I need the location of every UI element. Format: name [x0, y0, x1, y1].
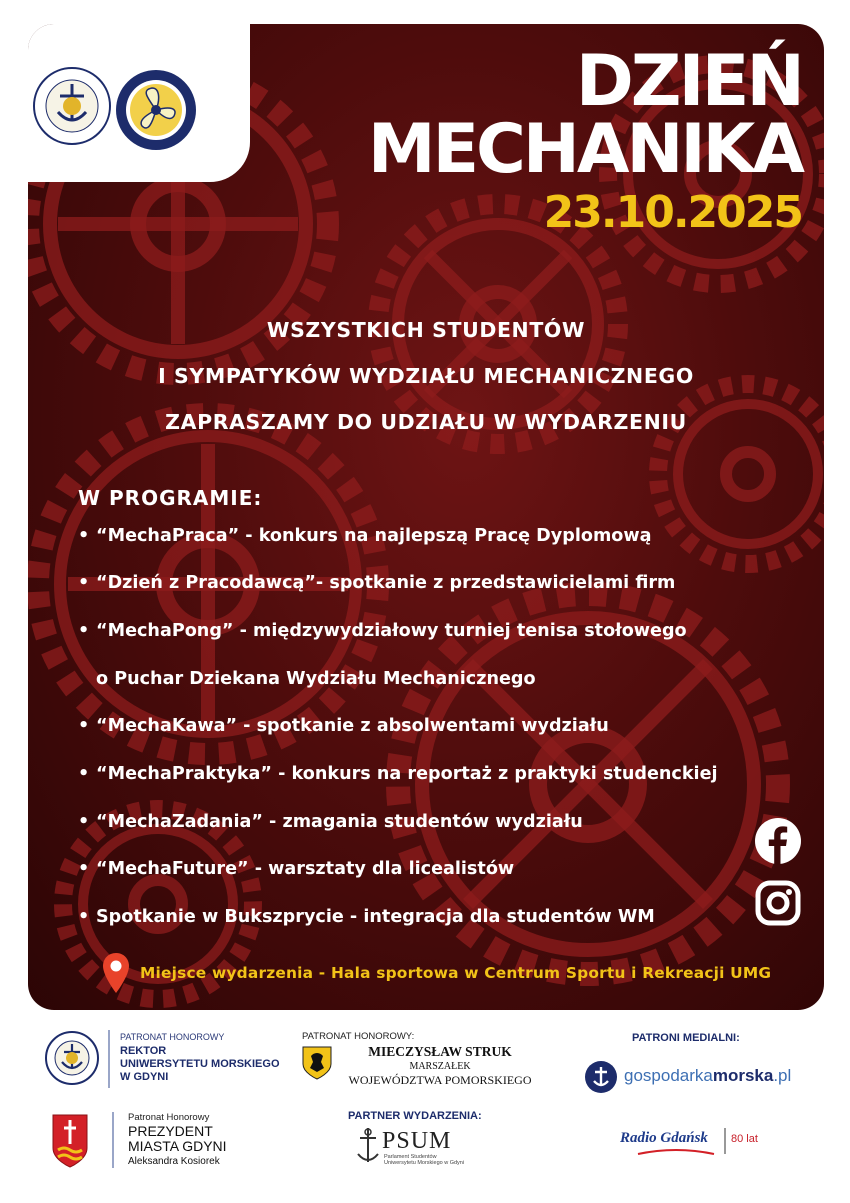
patron1-line2: UNIWERSYTETU MORSKIEGO: [120, 1058, 280, 1070]
radio-anniversary-badge: 80 lat: [731, 1133, 758, 1145]
mechanical-faculty-logo: [112, 66, 200, 154]
program-item: [78, 812, 583, 832]
bullet: •: [78, 526, 90, 546]
radio-gdansk-swoosh: [636, 1148, 716, 1158]
patron3-name: Aleksandra Kosiorek: [128, 1156, 220, 1167]
program-item: [78, 621, 687, 641]
event-location: Miejsce wydarzenia - Hala sportowa w Centrum Sportu i Rekreacji UMG: [140, 964, 772, 982]
program-heading: W PROGRAMIE:: [78, 486, 263, 510]
divider: [112, 1112, 114, 1168]
bullet: •: [78, 859, 90, 879]
gospodarka-morska-logo-text: gospodarkamorska.pl: [624, 1066, 792, 1085]
patron3-title: [128, 1124, 227, 1154]
program-item-text: “MechaZadania” - zmagania studentów wydziału: [96, 812, 583, 832]
bullet: •: [78, 764, 90, 784]
gdynia-coat-of-arms: [52, 1114, 88, 1168]
program-item: [78, 859, 514, 879]
invitation-line3: ZAPRASZAMY DO UDZIAŁU W WYDARZENIU: [165, 410, 687, 434]
program-item: [78, 907, 655, 927]
radio-gdansk-logo: Radio Gdańsk: [620, 1130, 708, 1146]
pomorskie-coat-of-arms: [302, 1046, 332, 1080]
event-title-line1: DZIEŃ: [575, 40, 802, 122]
footer-umg-logo: [44, 1030, 100, 1086]
facebook-icon[interactable]: [755, 818, 801, 864]
program-item-text: Spotkanie w Bukszprycie - integracja dla studentów WM: [96, 907, 655, 927]
patron1-line3: W GDYNI: [120, 1071, 169, 1083]
bullet: •: [78, 716, 90, 736]
program-item-text: “Dzień z Pracodawcą”- spotkanie z przedstawicielami firm: [96, 573, 676, 593]
program-item-text: “MechaKawa” - spotkanie z absolwentami wydziału: [96, 716, 609, 736]
program-item-text: “MechaPraca” - konkurs na najlepszą Pracę Dyplomową: [96, 526, 652, 546]
program-item-text: “MechaPraktyka” - konkurs na reportaż z praktyki studenckiej: [96, 764, 718, 784]
patron2-role: MARSZAŁEK: [409, 1061, 471, 1072]
psum-logo-icon: [354, 1126, 380, 1166]
invitation-line1: WSZYSTKICH STUDENTÓW: [266, 318, 586, 342]
patron1-title: [120, 1045, 280, 1084]
patron2-region: WOJEWÓDZTWA POMORSKIEGO: [348, 1073, 532, 1087]
program-item: [78, 716, 609, 736]
patron2-name: MIECZYSŁAW STRUK: [368, 1044, 512, 1059]
umg-logo: [32, 66, 112, 146]
gospodarka-morska-logo-icon: [584, 1060, 618, 1094]
patron1-line1: REKTOR: [120, 1045, 167, 1057]
program-item-text: “MechaFuture” - warsztaty dla licealistów: [96, 859, 515, 879]
location-pin-icon: [102, 952, 130, 994]
program-item-continuation: o Puchar Dziekana Wydziału Mechanicznego: [96, 669, 536, 689]
divider: [108, 1030, 110, 1088]
event-date: 23.10.2025: [543, 187, 802, 238]
partner-label: PARTNER WYDARZENIA:: [348, 1110, 482, 1122]
program-item-text: “MechaPong” - międzywydziałowy turniej tenisa stołowego: [96, 621, 687, 641]
patron3-line2: MIASTA GDYNI: [128, 1138, 227, 1154]
patron3-line1: PREZYDENT: [128, 1123, 213, 1139]
program-item: [78, 573, 675, 593]
patron2-label: PATRONAT HONOROWY:: [302, 1031, 415, 1042]
bullet: •: [78, 573, 90, 593]
program-item: [78, 764, 718, 784]
psum-logo-text: PSUM: [382, 1128, 452, 1154]
divider: [724, 1128, 726, 1154]
invitation-line2: I SYMPATYKÓW WYDZIAŁU MECHANICZNEGO: [158, 364, 694, 388]
patron3-label: Patronat Honorowy: [128, 1112, 210, 1123]
instagram-icon[interactable]: [755, 880, 801, 926]
bullet: •: [78, 907, 90, 927]
psum-logo-subtitle: Parlament Studentów Uniwersytetu Morskiego w Gdyni: [384, 1154, 465, 1166]
media-patrons-label: PATRONI MEDIALNI:: [632, 1032, 740, 1044]
bullet: •: [78, 621, 90, 641]
program-item: [78, 526, 652, 546]
patron1-label: PATRONAT HONOROWY: [120, 1032, 225, 1042]
event-title-line2: MECHANIKA: [367, 110, 802, 189]
bullet: •: [78, 812, 90, 832]
